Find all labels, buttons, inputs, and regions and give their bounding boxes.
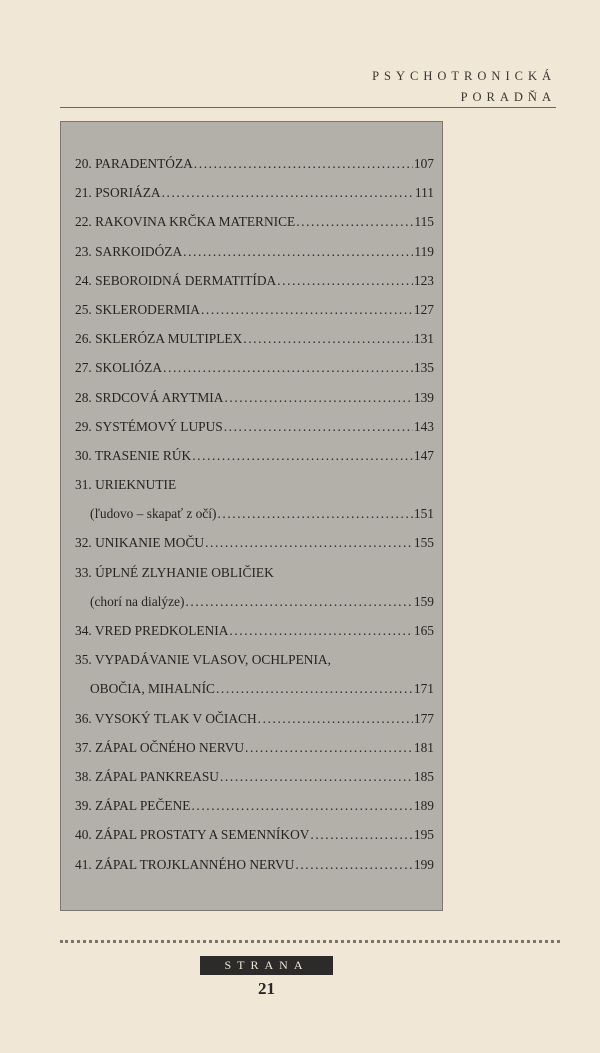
dot-leader xyxy=(201,300,413,319)
toc-entry[interactable] xyxy=(75,796,434,825)
toc-entry-title: 23. SARKOIDÓZA xyxy=(75,243,183,259)
toc-entry-title: 24. SEBOROIDNÁ DERMATITÍDA xyxy=(75,272,277,288)
dot-leader xyxy=(277,271,413,290)
toc-entry[interactable] xyxy=(75,767,434,796)
toc-entry-page: 177 xyxy=(413,710,434,726)
toc-entry-page: 189 xyxy=(413,798,434,814)
toc-entry-page: 111 xyxy=(414,185,434,201)
toc-entry-page: 151 xyxy=(413,506,434,522)
toc-entry-page: 119 xyxy=(414,243,434,259)
toc-entry[interactable] xyxy=(75,212,434,241)
toc-entry-title: 37. ZÁPAL OČNÉHO NERVU xyxy=(75,739,245,755)
toc-entry-page: 165 xyxy=(413,623,434,638)
strana-badge: STRANA xyxy=(200,956,333,975)
dot-leader xyxy=(183,242,413,261)
toc-entry-title: 26. SKLERÓZA MULTIPLEX xyxy=(75,331,243,347)
toc-entry-title: 29. SYSTÉMOVÝ LUPUS xyxy=(75,418,223,434)
toc-entry-title: (chorí na dialýze) xyxy=(90,593,185,609)
dot-leader xyxy=(310,825,413,844)
toc-entry-page: 123 xyxy=(413,272,434,288)
toc-entry-title: 27. SKOLIÓZA xyxy=(75,360,163,376)
toc-entry[interactable] xyxy=(75,358,434,387)
toc-entry[interactable] xyxy=(75,446,434,475)
toc-entry-page: 143 xyxy=(413,418,434,434)
running-header xyxy=(372,66,556,108)
toc-entry-page: 115 xyxy=(414,214,434,230)
dot-leader xyxy=(229,621,413,640)
toc-entry-page: 199 xyxy=(413,856,434,872)
dot-leader xyxy=(162,183,414,202)
toc-entry-page: 159 xyxy=(413,593,434,609)
toc-entry-title: 35. VYPADÁVANIE VLASOV, OCHLPENIA, xyxy=(75,652,331,668)
dot-leader xyxy=(245,738,413,757)
header-line-1: PSYCHOTRONICKÁ xyxy=(372,69,556,83)
toc-entry[interactable] xyxy=(75,417,434,446)
toc-entry-page: 195 xyxy=(413,827,434,843)
dot-leader xyxy=(224,417,413,436)
toc-entry-title: 40. ZÁPAL PROSTATY A SEMENNÍKOV xyxy=(75,827,310,843)
toc-entry[interactable] xyxy=(75,183,434,212)
page-number: 21 xyxy=(258,979,275,998)
toc-entry[interactable] xyxy=(75,592,434,621)
toc-entry-page: 147 xyxy=(413,447,434,463)
toc-entry[interactable] xyxy=(75,329,434,358)
toc-entry-title: 39. ZÁPAL PEČENE xyxy=(75,798,191,814)
toc-entry[interactable] xyxy=(75,709,434,738)
toc-entry[interactable] xyxy=(75,533,434,562)
dot-leader xyxy=(258,709,413,728)
toc-entry-title: 34. VRED PREDKOLENIA xyxy=(75,623,229,638)
dot-leader xyxy=(192,446,413,465)
toc-entry-page: 171 xyxy=(413,681,434,697)
toc-entry-page: 155 xyxy=(413,535,434,551)
toc-entry-title: 25. SKLERODERMIA xyxy=(75,301,200,317)
toc-entry-page: 127 xyxy=(413,301,434,317)
toc-entry-title: 21. PSORIÁZA xyxy=(75,185,161,201)
toc-entry-title: 41. ZÁPAL TROJKLANNÉHO NERVU xyxy=(75,856,295,872)
toc-entry[interactable] xyxy=(75,738,434,767)
toc-entry-title: 30. TRASENIE RÚK xyxy=(75,447,192,463)
table-of-contents xyxy=(75,154,434,884)
header-line-2: PORADŇA xyxy=(460,90,556,104)
toc-entry-title: 36. VYSOKÝ TLAK V OČIACH xyxy=(75,710,257,726)
toc-entry-title: 22. RAKOVINA KRČKA MATERNICE xyxy=(75,214,296,230)
toc-entry[interactable] xyxy=(75,650,434,679)
dotted-separator xyxy=(60,940,560,943)
toc-entry[interactable] xyxy=(75,621,434,650)
toc-entry-title: 33. ÚPLNÉ ZLYHANIE OBLIČIEK xyxy=(75,564,274,580)
toc-entry-title: 28. SRDCOVÁ ARYTMIA xyxy=(75,389,224,405)
header-rule xyxy=(60,107,556,108)
dot-leader xyxy=(296,212,413,231)
toc-entry[interactable] xyxy=(75,242,434,271)
dot-leader xyxy=(295,855,413,874)
toc-entry[interactable] xyxy=(75,855,434,884)
dot-leader xyxy=(220,767,413,786)
dot-leader xyxy=(243,329,413,348)
toc-entry-page: 185 xyxy=(413,768,434,784)
dot-leader xyxy=(194,154,413,173)
toc-entry-title: 20. PARADENTÓZA xyxy=(75,156,193,171)
toc-entry[interactable] xyxy=(75,388,434,417)
toc-entry-title: 31. URIEKNUTIE xyxy=(75,477,177,493)
toc-entry-page: 131 xyxy=(413,331,434,347)
toc-entry[interactable] xyxy=(75,154,434,183)
toc-entry-page: 181 xyxy=(413,739,434,755)
toc-entry-page: 139 xyxy=(413,389,434,405)
toc-entry-title: OBOČIA, MIHALNÍC xyxy=(90,681,215,697)
dot-leader xyxy=(216,679,413,698)
dot-leader xyxy=(163,358,413,377)
toc-entry[interactable] xyxy=(75,271,434,300)
toc-entry-page: 135 xyxy=(413,360,434,376)
dot-leader xyxy=(217,504,412,523)
dot-leader xyxy=(205,533,413,552)
dot-leader xyxy=(224,388,412,407)
dot-leader xyxy=(185,592,412,611)
toc-entry-title: (ľudovo – skapať z očí) xyxy=(90,506,217,522)
toc-entry-title: 32. UNIKANIE MOČU xyxy=(75,535,205,551)
toc-entry[interactable] xyxy=(75,300,434,329)
toc-entry-title: 38. ZÁPAL PANKREASU xyxy=(75,768,219,784)
toc-entry[interactable] xyxy=(75,504,434,533)
dot-leader xyxy=(191,796,412,815)
toc-entry-page: 107 xyxy=(413,156,434,171)
toc-entry[interactable] xyxy=(75,679,434,708)
toc-entry[interactable] xyxy=(75,475,434,504)
toc-entry[interactable] xyxy=(75,825,434,854)
toc-entry[interactable] xyxy=(75,563,434,592)
